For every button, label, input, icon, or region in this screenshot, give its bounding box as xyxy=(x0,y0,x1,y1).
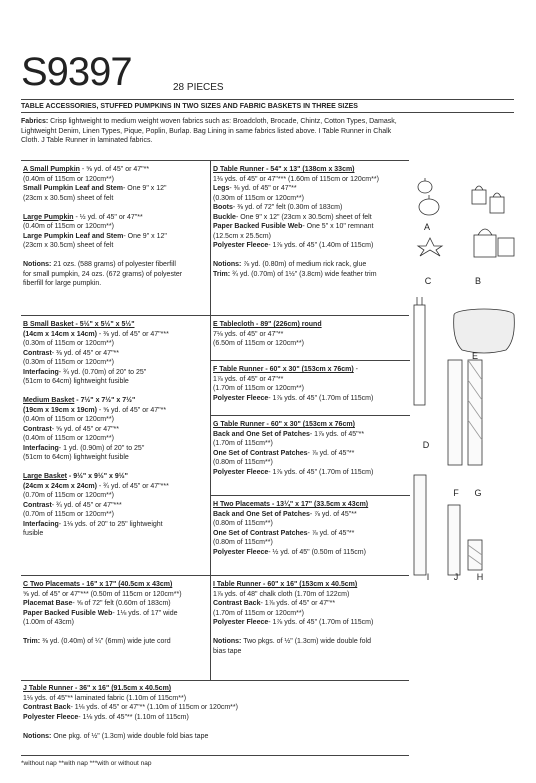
figure-label-a: A xyxy=(423,222,430,232)
fleece-label: Polyester Fleece xyxy=(213,394,269,402)
section-g xyxy=(213,420,409,477)
interfacing-label: Interfacing xyxy=(23,444,59,452)
fabrics-text: Crisp lightweight to medium weight woven fabrics such as: Broadcloth, Brocade, Chintz, Cotton Types, Damask, Lightweight Denim, Linen Types, Pique, Poplin, Burlap. Bag Lining in same fabrics listed above. I Table Runner in Chalk Cloth. J Table Runner in laminated fabrics. xyxy=(21,118,397,144)
divider xyxy=(210,495,410,496)
paper-text: - One 5" x 10" remnant (12.5cm x 25.5cm) xyxy=(213,223,374,240)
section-b-title: B Small Basket - 5½" x 5½" x 5½" xyxy=(23,321,135,328)
divider xyxy=(210,415,410,416)
small-basket-size: (14cm x 14cm x 14cm) xyxy=(23,330,97,338)
contrast-text: - ⅜ yd. of 45" or 47"** (0.30m of 115cm or 120cm**) xyxy=(23,349,120,366)
trim-text: ⅜ yd. (0.40m) of ¼" (6mm) wide jute cord xyxy=(40,638,171,645)
section-i xyxy=(213,580,409,656)
figure-label-j: J xyxy=(453,572,459,582)
legs-label: Legs xyxy=(213,185,230,192)
divider xyxy=(21,112,514,113)
section-d xyxy=(213,165,409,279)
section-f-body: - 1⅞ yds. of 45" or 47"** (1.70m of 115cm or 120cm**) xyxy=(213,366,359,392)
fabrics-description xyxy=(21,117,401,146)
interfacing-label: Interfacing xyxy=(23,368,59,376)
illustrations xyxy=(412,175,522,590)
fleece-label: Polyester Fleece xyxy=(213,242,269,249)
section-j-body: 1⅛ yds. of 45"** laminated fabric (1.10m of 115cm**) xyxy=(23,694,187,702)
small-leaf-label: Small Pumpkin Leaf and Stem xyxy=(23,185,123,192)
divider xyxy=(21,160,409,161)
back-text: - 1⅞ yds. of 45"** (1.70m of 115cm**) xyxy=(213,430,365,447)
section-j xyxy=(23,684,408,741)
placemat-base-label: Placemat Base xyxy=(23,600,73,607)
contrast-back-label: Contrast Back xyxy=(23,704,71,711)
divider xyxy=(21,755,409,756)
paper-label: Paper Backed Fusible Web xyxy=(213,223,303,230)
notions-text: ⅞ yd. (0.80m) of medium rick rack, glue xyxy=(241,261,367,268)
figure-label-d: D xyxy=(422,440,430,450)
back-label: Back and One Set of Patches xyxy=(213,430,310,438)
notions-label: Notions: xyxy=(23,261,52,268)
figure-label-e: E xyxy=(471,351,478,361)
section-a xyxy=(23,165,208,289)
interfacing-text: - ¾ yd. (0.70m) of 20" to 25" (51cm to 64cm) lightweight fusible xyxy=(23,368,147,385)
section-e xyxy=(213,320,409,349)
small-basket-body: - ⅜ yd. of 45" or 47"*** (0.30m of 115cm or 120cm**) xyxy=(23,330,169,347)
runner-fg-illustration xyxy=(448,360,482,465)
section-e-title: E Tablecloth - 89" (226cm) round xyxy=(213,321,322,328)
contrast-patches-label: One Set of Contrast Patches xyxy=(213,449,308,457)
section-i-title: I Table Runner - 60" x 16" (153cm x 40.5cm) xyxy=(213,581,358,588)
contrast-back-text: - 1⅞ yds. of 45" or 47"** (1.70m of 115cm or 120cm**) xyxy=(213,600,336,617)
fleece-label: Polyester Fleece xyxy=(213,468,269,476)
placemat-base-text: - ⅝ of 72" felt (0.60m of 183cm) xyxy=(72,600,171,607)
legs-text: - ⅜ yd. of 45" or 47"** (0.30m of 115cm or 120cm**) xyxy=(213,185,304,202)
notions-text: One pkg. of ½" (1.3cm) wide double fold bias tape xyxy=(51,732,209,740)
boots-label: Boots xyxy=(213,204,233,211)
divider xyxy=(21,680,409,681)
notions-label: Notions: xyxy=(213,638,242,645)
runner-d-illustration xyxy=(414,297,425,405)
trim-label: Trim: xyxy=(23,638,41,645)
fleece-label: Polyester Fleece xyxy=(213,619,269,626)
boots-text: - ⅜ yd. of 72" felt (0.30m of 183cm) xyxy=(232,204,343,211)
large-basket-dims: - 9½" x 9½" x 9½" xyxy=(66,473,128,480)
notions-text: Two pkgs. of ½" (1.3cm) wide double fold bias tape xyxy=(213,638,371,655)
back-label: Back and One Set of Patches xyxy=(213,510,310,518)
basket-illustration xyxy=(472,186,514,257)
section-d-body: 1⅜ yds. of 45" or 47"*** (1.60m of 115cm or 120cm**) xyxy=(213,175,379,183)
divider xyxy=(21,315,409,316)
large-leaf-label: Large Pumpkin Leaf and Stem xyxy=(23,232,124,240)
medium-basket-size: (19cm x 19cm x 19cm) xyxy=(23,406,97,414)
figure-label-h: H xyxy=(476,572,484,582)
interfacing-text: - 1⅛ yds. of 20" to 25" lightweight fusible xyxy=(23,520,163,537)
tablecloth-illustration xyxy=(454,309,515,353)
contrast-text: - ¾ yd. of 45" or 47"*** (0.70m of 115cm or 120cm**) xyxy=(23,501,122,518)
section-g-title: G Table Runner - 60" x 30" (153cm x 76cm) xyxy=(213,421,355,428)
medium-basket-body: - ⅝ yd. of 45" or 47"** (0.40m of 115cm or 120cm**) xyxy=(23,406,167,423)
large-basket-size: (24cm x 24cm x 24cm) xyxy=(23,482,97,490)
pattern-number: S9397 xyxy=(21,50,132,94)
interfacing-label: Interfacing xyxy=(23,520,59,528)
section-c-body: ⅝ yd. of 45" or 47"*** (0.50m of 115cm or 120cm**) xyxy=(23,590,182,598)
notions-label: Notions: xyxy=(213,261,242,268)
paper-label: Paper Backed Fusible Web xyxy=(23,609,113,617)
large-basket-title: Large Basket xyxy=(23,473,67,480)
divider xyxy=(21,99,514,100)
figure-label-b: B xyxy=(474,276,481,286)
trim-label: Trim: xyxy=(213,270,231,278)
buckle-text: - One 9" x 12" (23cm x 30.5cm) sheet of felt xyxy=(235,213,372,221)
buckle-label: Buckle xyxy=(213,213,236,221)
section-d-title: D Table Runner - 54" x 13" (138cm x 33cm) xyxy=(213,166,355,173)
column-divider xyxy=(210,160,211,680)
fleece-text: - 1⅛ yds. of 45"** (1.10m of 115cm) xyxy=(78,713,189,721)
section-f-title: F Table Runner - 60" x 30" (153cm x 76cm) xyxy=(213,366,354,373)
notions-label: Notions: xyxy=(23,732,52,740)
section-f xyxy=(213,365,409,403)
small-leaf-text: - One 9" x 12" (23cm x 30.5cm) sheet of felt xyxy=(23,185,167,202)
contrast-back-label: Contrast Back xyxy=(213,600,261,607)
divider xyxy=(21,575,409,576)
contrast-label: Contrast xyxy=(23,501,52,509)
fleece-text: - ½ yd. of 45" (0.50m of 115cm) xyxy=(268,548,366,556)
contrast-label: Contrast xyxy=(23,349,52,357)
fleece-text: - 1⅞ yds. of 45" (1.40m of 115cm) xyxy=(268,242,374,249)
fleece-label: Polyester Fleece xyxy=(23,713,79,721)
section-a-body: - ⅝ yd. of 45" or 47"** (0.40m of 115cm or 120cm**) xyxy=(23,166,150,183)
notions-text: 21 ozs. (588 grams) of polyester fiberfill for small pumpkin, 24 ozs. (672 grams) of polyester fiberfill for large pumpkin. xyxy=(23,261,183,287)
large-pumpkin-title: Large Pumpkin xyxy=(23,213,74,221)
contrast-patches-text: - ⅞ yd. of 45"** (0.80m of 115cm**) xyxy=(213,449,355,466)
pumpkin-illustration xyxy=(418,178,439,215)
pieces-count: 28 PIECES xyxy=(173,82,224,93)
large-pumpkin-body: - ½ yd. of 45" or 47"** (0.40m of 115cm or 120cm**) xyxy=(23,213,143,230)
section-c xyxy=(23,580,210,647)
contrast-patches-text: - ⅞ yd. of 45"** (0.80m of 115cm**) xyxy=(213,529,355,546)
medium-basket-title: Medium Basket xyxy=(23,397,75,404)
section-e-body: 7⅛ yds. of 45" or 47"** (6.50m of 115cm or 120cm**) xyxy=(213,330,304,347)
figure-label-g: G xyxy=(474,488,482,498)
large-basket-body: - ¾ yd. of 45" or 47"*** (0.70m of 115cm or 120cm**) xyxy=(23,482,169,499)
fabrics-label: Fabrics: xyxy=(21,118,49,125)
figure-label-i: I xyxy=(426,572,430,582)
subtitle: TABLE ACCESSORIES, STUFFED PUMPKINS IN TWO SIZES AND FABRIC BASKETS IN THREE SIZES xyxy=(21,103,358,110)
contrast-patches-label: One Set of Contrast Patches xyxy=(213,529,308,537)
fleece-text: - 1⅞ yds. of 45" (1.70m of 115cm) xyxy=(268,394,374,402)
section-i-body: 1⅞ yds. of 48" chalk cloth (1.70m of 122cm) xyxy=(213,590,350,598)
figure-label-f: F xyxy=(453,488,459,498)
section-h-title: H Two Placemats - 13¼" x 17" (33.5cm x 43cm) xyxy=(213,501,369,508)
figure-label-c: C xyxy=(424,276,432,286)
trim-text: ¾ yd. (0.70m) of 1½" (3.8cm) wide feather trim xyxy=(230,270,377,278)
section-j-title: J Table Runner - 36" x 16" (91.5cm x 40.5cm) xyxy=(23,685,172,692)
interfacing-text: - 1 yd. (0.90m) of 20" to 25" (51cm to 64cm) lightweight fusible xyxy=(23,444,145,461)
large-leaf-text: - One 9" x 12" (23cm x 30.5cm) sheet of felt xyxy=(23,232,167,249)
leaf-placemat-illustration xyxy=(418,238,442,256)
section-a-title: A Small Pumpkin xyxy=(23,166,80,173)
fleece-text: - 1⅞ yds. of 45" (1.70m of 115cm) xyxy=(268,619,374,626)
divider xyxy=(210,360,410,361)
footer-legend: *without nap **with nap ***with or without nap xyxy=(21,760,152,767)
section-c-title: C Two Placemats - 16" x 17" (40.5cm x 43cm) xyxy=(23,581,173,588)
contrast-label: Contrast xyxy=(23,425,52,433)
section-b xyxy=(23,320,208,539)
back-text: - ⅞ yd. of 45"** (0.80m of 115cm**) xyxy=(213,510,357,527)
fleece-text: - 1⅞ yds. of 45" (1.70m of 115cm) xyxy=(268,468,374,476)
section-h xyxy=(213,500,409,557)
paper-text: - 1⅛ yds. of 17" wide (1.00m of 43cm) xyxy=(23,609,178,626)
contrast-text: - ⅝ yd. of 45" or 47"** (0.40m of 115cm or 120cm**) xyxy=(23,425,120,442)
fleece-label: Polyester Fleece xyxy=(213,548,269,556)
contrast-back-text: - 1⅛ yds. of 45" or 47"** (1.10m of 115cm or 120cm**) xyxy=(70,704,238,711)
medium-basket-dims: - 7½" x 7½" x 7½" xyxy=(74,397,136,404)
